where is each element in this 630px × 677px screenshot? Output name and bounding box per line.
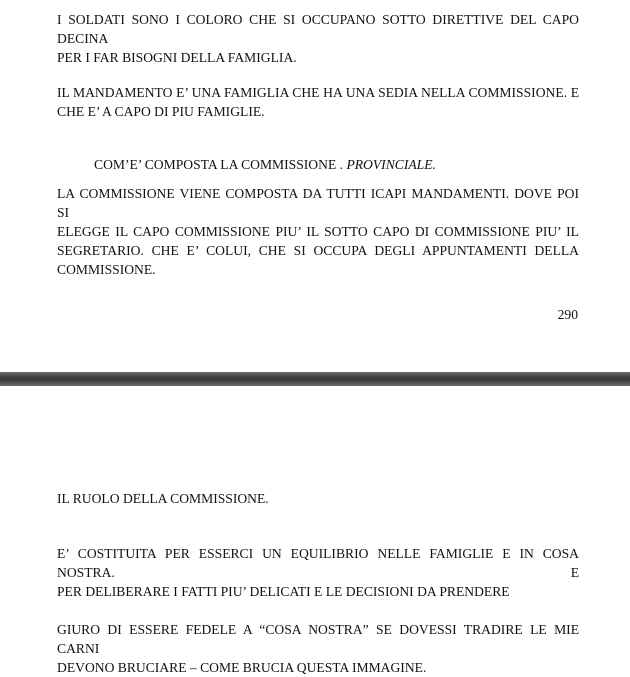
heading-text: COM’E’ COMPOSTA LA COMMISSIONE .: [94, 157, 347, 172]
page-divider: [0, 372, 630, 386]
commissione-paragraph: [57, 184, 579, 279]
text-line: SEGRETARIO. CHE E’ COLUI, CHE SI OCCUPA DEGLI APPUNTAMENTI DELLA: [57, 243, 579, 258]
text-line: ELEGGE IL CAPO COMMISSIONE PIU’ IL SOTTO CAPO DI COMMISSIONE PIU’ IL: [57, 224, 579, 239]
heading-italic-text: PROVINCIALE.: [346, 157, 436, 172]
text-line: COMMISSIONE.: [57, 262, 156, 277]
commissione-composition-heading: [94, 155, 436, 174]
equilibrio-paragraph: [57, 544, 579, 601]
text-line: IL RUOLO DELLA COMMISSIONE.: [57, 491, 269, 506]
text-line: CHE E’ A CAPO DI PIU FAMIGLIE.: [57, 104, 265, 119]
ruolo-heading: [57, 489, 579, 508]
mandamento-paragraph: [57, 83, 579, 121]
text-line: GIURO DI ESSERE FEDELE A “COSA NOSTRA” SE DOVESSI TRADIRE LE MIE CARNI: [57, 622, 579, 656]
text-line: LA COMMISSIONE VIENE COMPOSTA DA TUTTI ICAPI MANDAMENTI. DOVE POI SI: [57, 186, 579, 220]
giuro-paragraph: [57, 620, 579, 677]
page-number: 290: [557, 307, 578, 322]
text-line: DEVONO BRUCIARE – COME BRUCIA QUESTA IMMAGINE.: [57, 660, 427, 675]
document-page-next: [0, 386, 630, 675]
text-line: IL MANDAMENTO E’ UNA FAMIGLIA CHE HA UNA SEDIA NELLA COMMISSIONE. E: [57, 85, 579, 100]
soldati-paragraph: [57, 10, 579, 67]
text-line: E’ COSTITUITA PER ESSERCI UN EQUILIBRIO NELLE FAMIGLIE E IN COSA NOSTRA. E: [57, 546, 579, 580]
text-line: PER I FAR BISOGNI DELLA FAMIGLIA.: [57, 50, 297, 65]
text-line: PER DELIBERARE I FATTI PIU’ DELICATI E LE DECISIONI DA PRENDERE: [57, 584, 510, 599]
text-line: I SOLDATI SONO I COLORO CHE SI OCCUPANO SOTTO DIRETTIVE DEL CAPO DECINA: [57, 12, 579, 46]
